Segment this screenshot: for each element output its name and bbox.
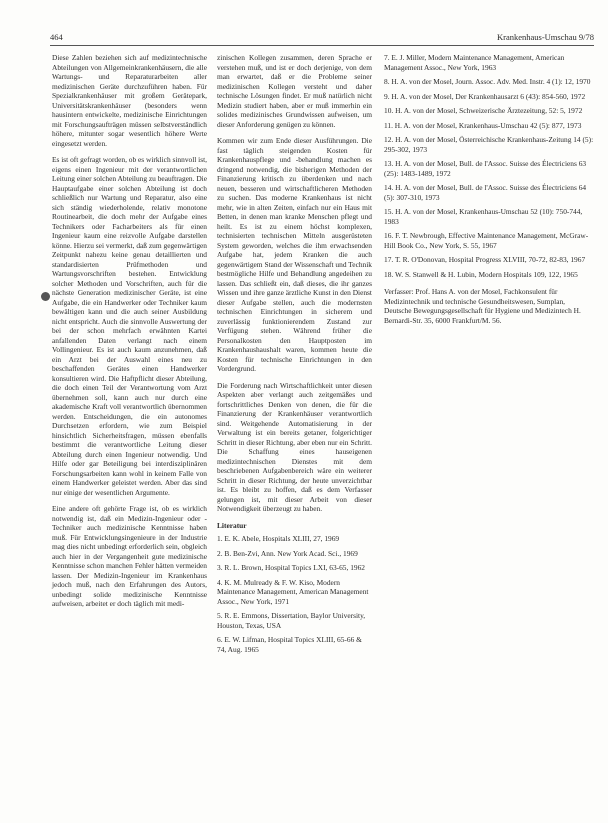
paragraph: Kommen wir zum Ende dieser Ausführungen. Die fast täglich steigenden Kosten für Krankenhauspflege und -behandlung machen es dringend notwendig, die bisherigen Methoden der Finanzierung kritisch zu überdenken und nach neuen, besseren und wirtschaftlicheren Methoden zu suchen. Das moderne Krankenhaus ist nicht mehr, wie in alten Zeiten, einfach nur ein Haus mit Betten, in denen man kranke Menschen pflegt und heilt. Es ist zu einem höchst komplexen, technisierten technischen Mitteln ausgerüsteten System geworden, welches die ihm erwachsenden Aufgabe hat, jedem Kranken die auch gegenwärtigem Stand der Wissenschaft und Technik bestmögliche Hilfe und Behandlung angedeihen zu lassen. Das schließt ein, daß dieses, die ihr ganzes Wissen und ihre ganze ärztliche Kunst in den Dienst dieser Aufgabe stellen, auch die modernsten technischen Einrichtungen in sicherem und zuverlässig funktionierendem Zustand zur Verfügung stehen. Während früher die Personalkosten den Hauptposten im Krankenhaushaushalt waren, kommen heute die Kosten für technische Einrichtungen in den Vordergrund. bbox=[217, 136, 372, 373]
paragraph: zinischen Kollegen zusammen, deren Sprache er verstehen muß, und ist er doch derjenige, von dem man erwartet, daß er die Probleme seiner medizinischen Kollegen versteht und daher technische Lösungen findet. Er muß natürlich nicht Medizin studiert haben, aber er muß immerhin ein solides medizinisches Grundwissen aufweisen, um dieser Anforderung genügen zu können. bbox=[217, 53, 372, 129]
author-address: Verfasser: Prof. Hans A. von der Mosel, Fachkonsulent für Medizintechnik und technische Gesundheitswesen, Sumplan, Deutsche Bewegungsgesellschaft für Hygiene und Medizintech H. Bernardi-Str. 35, 6000 Frankfurt/M. 56. bbox=[384, 287, 581, 325]
page-number: 464 bbox=[50, 32, 63, 42]
reference: 2. B. Ben-Zvi, Ann. New York Acad. Sci., 1969 bbox=[217, 548, 358, 558]
reference: 10. H. A. von der Mosel, Schweizerische Ärztezeitung, 52: 5, 1972 bbox=[384, 106, 583, 115]
reference: 17. T. R. O'Donovan, Hospital Progress XLVIII, 70-72, 82-83, 1967 bbox=[384, 255, 586, 264]
paragraph: Es ist oft gefragt worden, ob es wirklich sinnvoll ist, eigens einen Ingenieur mit der verantwortlichen Leitung einer solchen Abteilung zu beauftragen. Die Hauptaufgabe einer solchen Abteilung ist doch schließlich nur Wartung und Reparatur, also eine sich ständig wiederholende, relativ monotone Routinearbeit, die doch mehr der Aufgabe eines Technikers oder Facharbeiters als für einen Ingenieur kaum eine reizvolle Aufgabe darstellen könne. Hierzu sei vermerkt, daß zum gegenwärtigen Zeitpunkt nahezu keine genau detaillierten und standardisierten Prüfmethoden und Wartungsvorschriften bestehen. Entwicklung solcher Methoden und Vorschriften, auch für die nächste Generation medizinischer Geräte, ist eine Aufgabe, die ein Handwerker oder Techniker kaum bewältigen kann und die auch seiner Ausbildung nicht entspricht. Auch die sinnvolle Auswertung der bei der schon mehrfach erwähnten Kartei anfallenden Daten verlangt nach einem Vollingenieur. Es ist auch kaum anzunehmen, daß ein Arzt bei der Auswahl eines neu zu beschaffenden Gerätes einen Handwerker konsultieren wird. Die Haftpflicht dieser Abteilung, die doch einen Teil der Verantwortung vom Arzt übernehmen soll, kann auch nur durch eine akademische Kraft voll verantwortlich übernommen werden. Entscheidungen, die ein autonomes Durchsetzen erfordern, wie zum Beispiel hinsichtlich Sicherheitsfragen, müssen ebenfalls bestimmt die verantwortliche Leitung dieser Abteilung durch einen Ingenieur notwendig. Und Hilfe oder gar Beteiligung bei interdisziplinären Forschungsarbeiten kann wohl in keinem Falle von einem Handwerker geleistet werden. Aber das sind nur einige der wesentlichen Argumente. bbox=[52, 155, 207, 497]
reference: 16. F. T. Newbrough, Effective Maintenance Management, McGraw-Hill Book Co., New York, S. 55, 1967 bbox=[384, 231, 589, 250]
reference: 5. R. E. Emmons, Dissertation, Baylor University, Houston, Texas, USA bbox=[217, 611, 366, 630]
reference: 9. H. A. von der Mosel, Der Krankenhausarzt 6 (43): 854-560, 1972 bbox=[384, 91, 586, 101]
paragraph: Diese Zahlen beziehen sich auf medizintechnische Abteilungen von Allgemeinkrankenhäusern, die alle Wartungs- und Reparaturarbeiten aller medizinischen Geräte durchzuführen haben. Für Spezialkrankenhäuser mit großem Gerätepark, Universitätskrankenhäuser (besonders wenn hausintern entwickelte, medizinische Einrichtungen mit Forschungsaufträgen müssen selbstverständlich höhere, mitunter sogar wesentlich höhere Werte eingesetzt werden. bbox=[52, 53, 207, 148]
punch-hole-icon bbox=[41, 292, 50, 301]
paragraph: Die Forderung nach Wirtschaftlichkeit unter diesen Aspekten aber verlangt auch zeitgemäßes und fortschrittliches Denken von denen, die für die Finanzierung der Krankenhäuser verantwortlich sind. Weitgehende Automatisierung in der Verwaltung ist ein bereits getaner, folgerichtiger Schritt in dieser Richtung, aber eben nur ein Schritt. Die Schaffung eines hauseigenen medizintechnischen Dienstes mit dem beschriebenen Aufgabenbereich wäre ein weiterer Schritt in dieser Richtung, der heute unverzichtbar ist. Es bleibt zu hoffen, daß es dem Verfasser gelungen ist, mit dieser Arbeit von dieser Notwendigkeit überzeugt zu haben. bbox=[217, 380, 372, 513]
column-2 bbox=[217, 53, 372, 659]
reference: 11. H. A. von der Mosel, Krankenhaus-Umschau 42 (5): 877, 1973 bbox=[384, 120, 582, 130]
reference: 8. H. A. von der Mosel, Journ. Assoc. Adv. Med. Instr. 4 (1): 12, 1970 bbox=[384, 77, 591, 86]
reference: 13. H. A. von der Mosel, Bull. de l'Assoc. Suisse des Électriciens 63 (25): 1483-1489, 1972 bbox=[384, 159, 587, 178]
column-1 bbox=[52, 53, 207, 616]
page-header bbox=[50, 31, 594, 43]
reference: 12. H. A. von der Mosel, Österreichische Krankenhaus-Zeitung 14 (5): 295-302, 1973 bbox=[384, 135, 594, 154]
reference: 4. K. M. Mulready & F. W. Kiso, Modern Maintenance Management, American Management Assoc., New York, 1971 bbox=[217, 577, 369, 606]
reference: 7. E. J. Miller, Modern Maintenance Management, American Management Assoc., New York, 1963 bbox=[384, 53, 565, 72]
literature-heading: Literatur bbox=[217, 520, 247, 530]
reference: 15. H. A. von der Mosel, Krankenhaus-Umschau 52 (10): 750-744, 1983 bbox=[384, 207, 583, 226]
reference: 6. E. W. Lifman, Hospital Topics XLIII, 65-66 & 74, Aug. 1965 bbox=[217, 635, 362, 654]
reference: 18. W. S. Stanwell & H. Lubin, Modern Hospitals 109, 122, 1965 bbox=[384, 269, 578, 279]
header-rule bbox=[50, 45, 594, 46]
column-3 bbox=[384, 53, 594, 325]
running-title: Krankenhaus-Umschau 9/78 bbox=[496, 32, 594, 42]
reference: 14. H. A. von der Mosel, Bull. de l'Assoc. Suisse des Électriciens 64 (5): 307-310, 1973 bbox=[384, 183, 587, 202]
reference: 1. E. K. Abele, Hospitals XLIII, 27, 1969 bbox=[217, 534, 340, 543]
paragraph: Eine andere oft gehörte Frage ist, ob es wirklich notwendig ist, daß ein Medizin-Ingenieur oder -Techniker auch medizinische Kenntnisse haben muß. Für Entwicklungsingenieure in der Industrie mag dies nicht unbedingt erforderlich sein, obgleich auch hier in der Vergangenheit gute medizinische Kenntnisse schon manchen Fehler hätten vermeiden lassen. Der Medizin-Ingenieur im Krankenhaus jedoch muß, nach den Erfahrungen des Autors, unbedingt solide medizinische Kenntnisse aufweisen, arbeitet er doch täglich mit medi- bbox=[52, 504, 207, 608]
reference: 3. R. L. Brown, Hospital Topics LXI, 63-65, 1962 bbox=[217, 563, 365, 572]
